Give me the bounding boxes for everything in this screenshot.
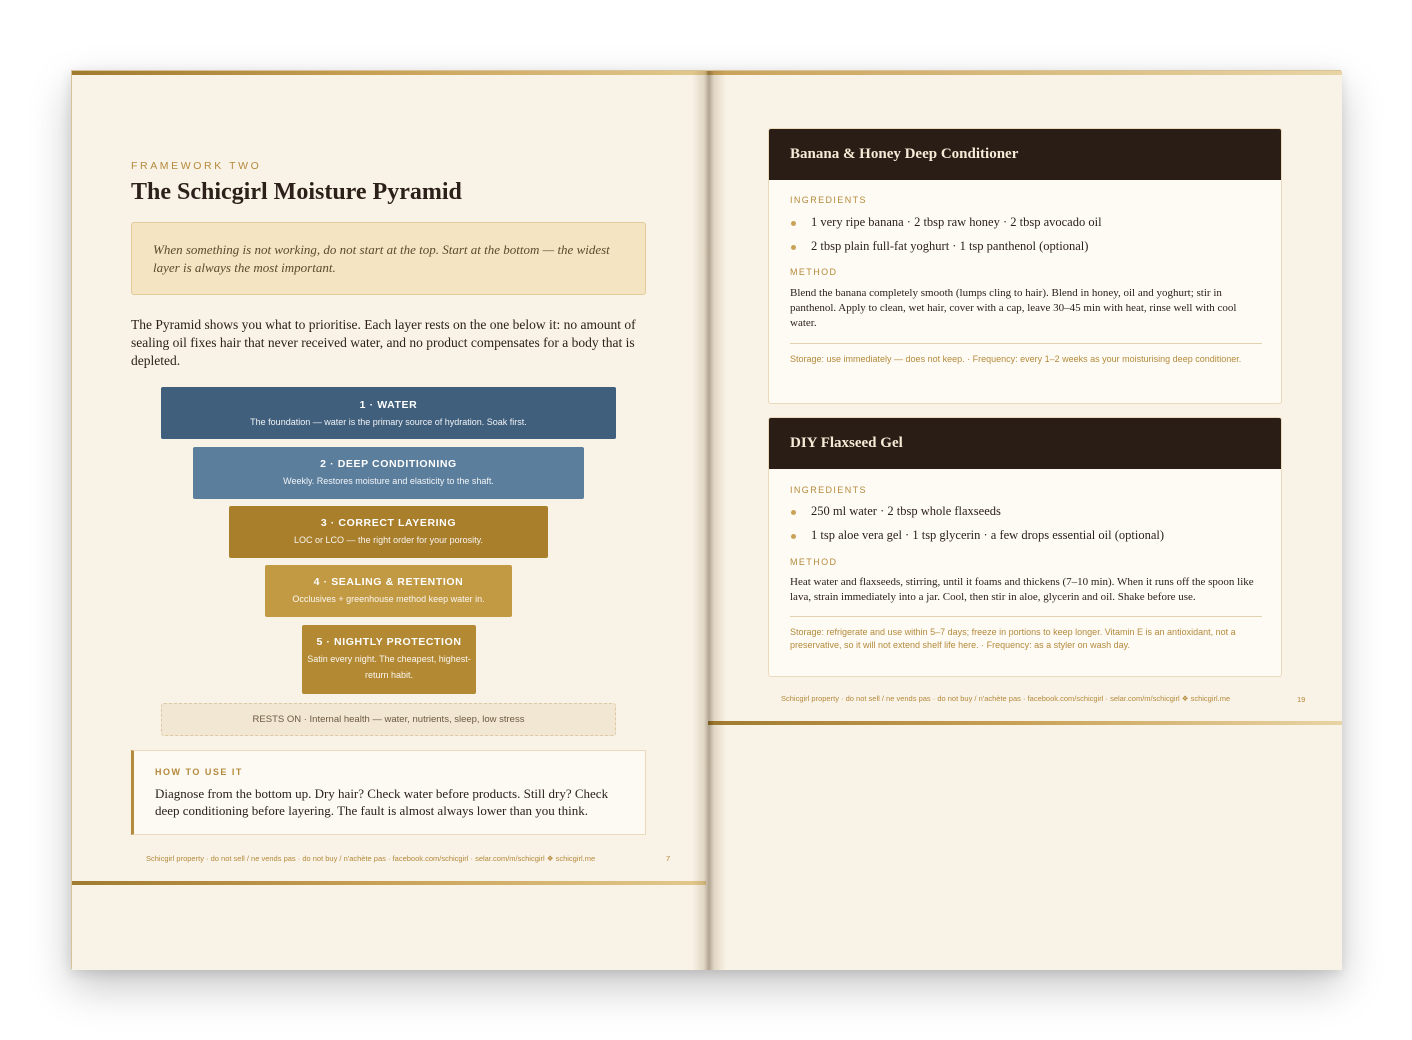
- section-kicker: FRAMEWORK TWO: [131, 160, 262, 172]
- layer-description: Occlusives + greenhouse method keep water in.: [292, 594, 485, 604]
- how-to-use-box: [131, 750, 646, 835]
- page-footer: Schicgirl property · do not sell / ne vends pas · do not buy / n'achète pas · facebook.com/schicgirl · selar.com/m/schicgirl ❖ schicgirl.me: [146, 854, 596, 863]
- layer-description: Satin every night. The cheapest, highest-return habit.: [307, 654, 471, 680]
- layer-title: 5 · NIGHTLY PROTECTION: [316, 636, 462, 648]
- how-to-heading: HOW TO USE IT: [155, 767, 243, 777]
- pyramid-layer-nightly-protection: [302, 625, 476, 694]
- open-book: [71, 70, 1341, 969]
- layer-title: 4 · SEALING & RETENTION: [313, 576, 464, 588]
- ingredients-label: INGREDIENTS: [790, 195, 867, 205]
- quote-callout: When something is not working, do not start at the top. Start at the bottom — the widest layer is always the most important.: [131, 222, 646, 295]
- right-page: [707, 71, 1342, 970]
- method-text: Blend the banana completely smooth (lumps cling to hair). Blend in honey, oil and yoghurt; stir in panthenol. Apply to clean, wet hair, cover with a cap, leave 30–45 min with heat, rinse well with cool water.: [790, 287, 1237, 329]
- top-gold-rule: [707, 71, 1342, 75]
- page-number: 7: [666, 854, 671, 863]
- ingredient-item: 250 ml water · 2 tbsp whole flaxseeds: [790, 504, 1001, 519]
- layer-description: Weekly. Restores moisture and elasticity to the shaft.: [283, 476, 494, 486]
- bottom-gold-rule: [72, 881, 706, 885]
- recipe-title: DIY Flaxseed Gel: [769, 418, 1281, 469]
- layer-title: 1 · WATER: [359, 399, 418, 411]
- rests-on-base: RESTS ON · Internal health — water, nutrients, sleep, low stress: [161, 703, 616, 736]
- page-number: 19: [1297, 695, 1306, 704]
- recipe-title: Banana & Honey Deep Conditioner: [769, 129, 1281, 180]
- method-label: METHOD: [790, 267, 838, 277]
- how-to-body: Diagnose from the bottom up. Dry hair? Check water before products. Still dry? Check deep conditioning before layering. The fault is almost always lower than you think.: [155, 786, 609, 818]
- ingredient-item: 1 very ripe banana · 2 tbsp raw honey · 2 tbsp avocado oil: [790, 215, 1102, 230]
- ingredient-item: 2 tbsp plain full-fat yoghurt · 1 tsp panthenol (optional): [790, 239, 1088, 254]
- pyramid-layer-sealing-retention: [265, 565, 512, 617]
- left-page: [72, 71, 707, 970]
- pyramid-layer-deep-conditioning: [193, 447, 584, 499]
- layer-description: LOC or LCO — the right order for your porosity.: [294, 535, 483, 545]
- pyramid-layer-water: [161, 387, 616, 439]
- layer-title: 2 · DEEP CONDITIONING: [320, 458, 457, 470]
- recipe-card-flaxseed-gel: [768, 417, 1282, 677]
- storage-note: Storage: refrigerate and use within 5–7 days; freeze in portions to keep longer. Vitamin E is an antioxidant, not a preservative, so it will not extend shelf life here. · Frequency: as a styler on wash day.: [790, 627, 1236, 650]
- top-gold-rule: [72, 71, 707, 75]
- layer-description: The foundation — water is the primary source of hydration. Soak first.: [250, 417, 527, 427]
- page-title: The Schicgirl Moisture Pyramid: [131, 179, 462, 205]
- note-divider: [790, 616, 1262, 617]
- intro-paragraph: The Pyramid shows you what to prioritise. Each layer rests on the one below it: no amount of sealing oil fixes hair that never received water, and no product compensates for a body that is depleted.: [131, 317, 636, 368]
- bottom-gold-rule: [708, 721, 1342, 725]
- page-footer: Schicgirl property · do not sell / ne vends pas · do not buy / n'achète pas · facebook.com/schicgirl · selar.com/m/schicgirl ❖ schicgirl.me: [781, 694, 1231, 703]
- pyramid-layer-correct-layering: [229, 506, 548, 558]
- layer-title: 3 · CORRECT LAYERING: [320, 517, 457, 529]
- ingredient-item: 1 tsp aloe vera gel · 1 tsp glycerin · a few drops essential oil (optional): [790, 528, 1164, 543]
- storage-note: Storage: use immediately — does not keep. · Frequency: every 1–2 weeks as your moisturising deep conditioner.: [790, 354, 1242, 364]
- recipe-card-banana-honey: [768, 128, 1282, 404]
- note-divider: [790, 343, 1262, 344]
- ingredients-label: INGREDIENTS: [790, 485, 867, 495]
- method-label: METHOD: [790, 557, 838, 567]
- method-text: Heat water and flaxseeds, stirring, until it foams and thickens (7–10 min). When it runs off the spoon like lava, strain immediately into a jar. Cool, then stir in aloe, glycerin and oil. Shake before use.: [790, 576, 1254, 603]
